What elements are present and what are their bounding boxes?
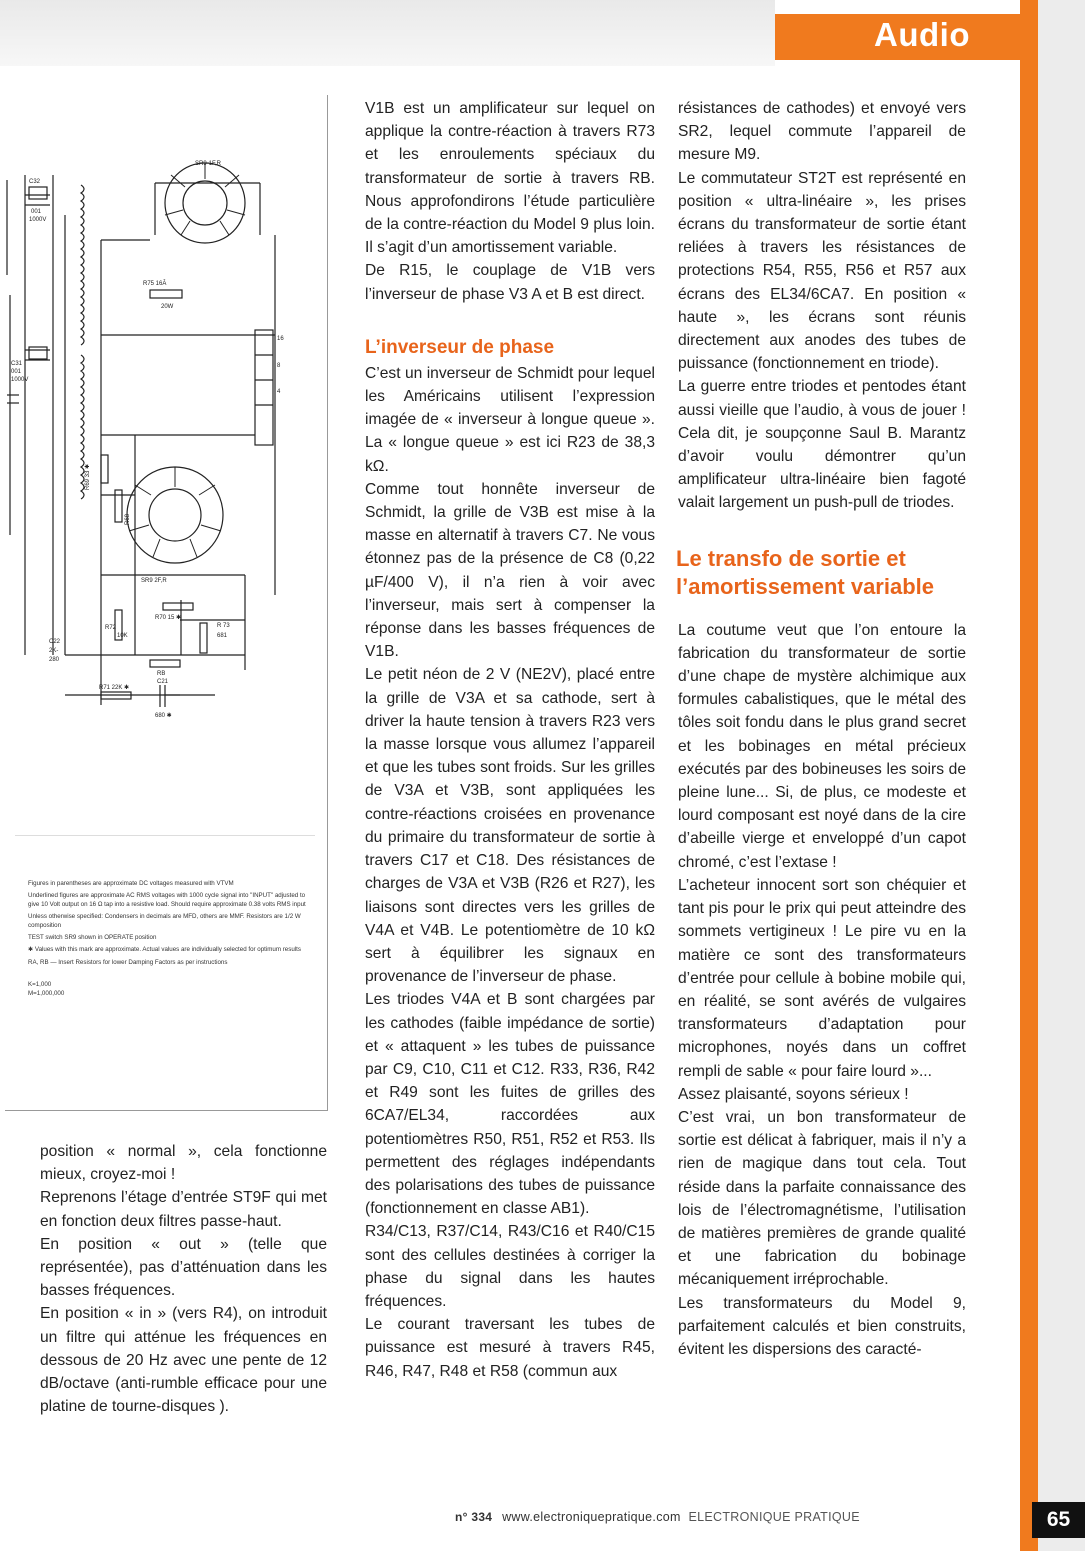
paragraph: En position « in » (vers R4), on introduit un filtre qui atténue les fréquences en dessous de 20 Hz avec une pente de 12 dB/octave (anti-rumble efficace pour une platine de tourne-disques ).	[40, 1305, 327, 1416]
paragraph: L’acheteur innocent sort son chéquier et tant pis pour le prix qui peut atteindre des sommets vertigineux ! Le pire vu en la matière ce sont des transformateurs d’entrée pour cellule à bobine mobile qui, en réalité, se sont avérés de vulgaires transformateurs d’adaptation pour microphones, noyés dans un coffret rempli de sable « pour faire lourd »...	[678, 876, 966, 1080]
note-test-switch: TEST switch SR9 shown in OPERATE position	[28, 934, 157, 942]
label-c22-value: 2K-	[49, 648, 59, 654]
paragraph: En position « out » (telle que représentée), pas d’atténuation dans les basses fréquences.	[40, 1235, 327, 1300]
paragraph: Le commutateur ST2T est représenté en position « ultra-linéaire », les prises écrans du transformateur de sortie étant reliées à travers les résistances de protections R54, R55, R56 et R57 aux écrans des EL34/6CA7. En position « haute », les écrans sont réunis directement aux anodes des tubes de puissance (fonctionnement en triode).	[678, 169, 966, 373]
note-components: Unless otherwise specified: Condensers in decimals are MFD, others are MMF. Resistors are 1/2 W composition	[28, 913, 301, 929]
label-c22-value2: 280	[49, 657, 60, 663]
paragraph: Reprenons l’étage d’entrée ST9F qui met en fonction deux filtres passe-haut.	[40, 1189, 327, 1230]
label-c32-value: 001	[31, 209, 42, 215]
page-footer	[455, 1510, 860, 1524]
label-c31-voltage: 1000V	[11, 377, 29, 383]
schematic-notes	[28, 880, 318, 1002]
label-r73-value: 681	[217, 633, 228, 639]
paragraph: La guerre entre triodes et pentodes étant aussi vieille que l’audio, à vous de jouer ! Cela dit, je soupçonne Saul B. Marantz d’avoir voulu démontrer qu’un amplificateur ultra-linéaire bien fagoté valait largement un push-pull de triodes.	[678, 378, 966, 512]
label-r68: R68	[125, 513, 131, 525]
side-margin	[1038, 0, 1085, 1551]
note-k: K=1,000	[28, 981, 52, 989]
column-1-text	[40, 1140, 327, 1418]
label-r69: R69 33 ✱	[85, 463, 91, 490]
label-tap-4: 4	[277, 389, 281, 395]
label-r72: R72	[105, 625, 117, 631]
section-heading-inverseur: L’inverseur de phase	[365, 336, 555, 358]
label-sr9-top: SR9-1F,R	[195, 161, 222, 167]
note-damping: RA, RB — Insert Resistors for lower Damping Factors as per instructions	[28, 958, 228, 966]
label-c21-value: 680 ✱	[155, 713, 172, 719]
label-c32: C32	[29, 179, 41, 185]
paragraph: La coutume veut que l’on entoure la fabrication du transformateur de sortie d’une chape de mystère alchimique aux formules cabalistiques, que le métal des tôles soit fondu dans le plus grand secret et les bobinages en métal précieux exécutés par des bobineuses les soirs de pleine lune... Si, de plus, ce modeste et lourd composant est noyé dans de la cire d’abeille vierge et enveloppé d’un capot chromé, c’est l’extase !	[678, 621, 966, 871]
issue-number: n° 334	[455, 1510, 493, 1524]
label-c21: C21	[157, 679, 169, 685]
section-title: Audio	[874, 16, 970, 53]
paragraph: Le courant traversant les tubes de puissance est mesuré à travers R45, R46, R47, R48 et R58 (commun aux	[365, 1316, 655, 1380]
label-c32-voltage: 1000V	[29, 217, 47, 223]
paragraph: R34/C13, R37/C14, R43/C16 et R40/C15 sont des cellules destinées à corriger la phase du signal dans les hautes fréquences.	[365, 1223, 655, 1310]
paragraph: Les transformateurs du Model 9, parfaitement calculés et bien construits, évitent les dispersions des caracté-	[678, 1294, 966, 1358]
heading-line-2: l’amortissement variable	[676, 573, 935, 599]
paragraph: Comme tout honnête inverseur de Schmidt, la grille de V3B est mise à la masse en alternatif à travers C7. Ne vous étonnez pas de la présence de C8 (0,22 µF/400 V), il n’a rien à voir avec l’inverseur, mais sert à compenser la réponse dans les basses fréquences de V1B.	[365, 480, 655, 661]
paragraph: Assez plaisanté, soyons sérieux !	[678, 1085, 909, 1103]
label-c31-value: 001	[11, 369, 22, 375]
label-c22: C22	[49, 639, 61, 645]
label-r70: R70 15 ✱	[155, 615, 182, 621]
paragraph: C’est vrai, un bon transformateur de sortie est délicat à fabriquer, mais il n’y a rien de magique dans tout cela. Tout réside dans la parfaite connaissance des lois de l’électromagnétisme, l’utilisation de matières premières de grande qualité et une fabrication du bobinage mécaniquement irréprochable.	[678, 1108, 966, 1289]
note-approx-values: ✱ Values with this mark are approximate. Actual values are individually selected for optimum results	[28, 946, 301, 954]
note-ac-voltages: Underlined figures are approximate AC RMS voltages with 1000 cycle signal into "INPUT" adjusted to give 10 Volt output on 16 Ω tap into a resistive load. Should require approximate 0.38 volts RMS input	[28, 892, 306, 908]
note-dc-voltages: Figures in parentheses are approximate DC voltages measured with VTVM	[28, 880, 234, 887]
label-tap-16: 16	[277, 336, 284, 342]
paragraph: C’est un inverseur de Schmidt pour lequel les Américains utilisent l’expression imagée de « inverseur à longue queue ». La « longue queue » est ici R23 de 38,3 kΩ.	[365, 364, 655, 475]
label-c31: C31	[11, 361, 23, 367]
label-r71: R71 22K ✱	[99, 685, 130, 691]
heading-line-1: Le transfo de sortie et	[676, 545, 906, 571]
label-rb: RB	[157, 671, 166, 677]
website-link[interactable]: www.electroniquepratique.com	[502, 1510, 681, 1524]
section-tab	[775, 14, 1020, 60]
label-tap-8: 8	[277, 363, 281, 369]
magazine-name: ELECTRONIQUE PRATIQUE	[688, 1510, 860, 1524]
label-r75: R75 16Ā	[143, 281, 167, 287]
top-band	[0, 0, 775, 66]
section-heading-transfo	[676, 545, 966, 601]
label-sr9-bottom: SR9 2F,R	[141, 578, 167, 584]
column-3-text	[678, 97, 966, 1361]
column-2-text	[365, 97, 655, 1383]
paragraph: résistances de cathodes) et envoyé vers SR2, lequel commute l’appareil de mesure M9.	[678, 100, 966, 164]
page-number: 65	[1032, 1502, 1085, 1538]
paragraph: position « normal », cela fonctionne mieux, croyez-moi !	[40, 1143, 327, 1184]
label-r72-value: 10K	[117, 633, 128, 639]
paragraph: Les triodes V4A et B sont chargées par les cathodes (faible impédance de sortie) et « attaquent » les tubes de puissance par C9, C10, C11 et C12. R33, R36, R42 et R49 sont les fuites de grilles des 6CA7/EL34, raccordées aux potentiomètres R50, R51, R52 et R53. Ils permettent des réglages indépendants des polarisations des tubes de puissance (fonctionnement en classe AB1).	[365, 991, 655, 1218]
label-r73: R 73	[217, 623, 230, 629]
paragraph: De R15, le couplage de V1B vers l’inverseur de phase V3 A et B est direct.	[365, 262, 655, 303]
label-r75-watts: 20W	[161, 304, 174, 310]
side-accent-stripe	[1020, 0, 1038, 1551]
note-m: M=1,000,000	[28, 989, 65, 997]
paragraph: V1B est un amplificateur sur lequel on applique la contre-réaction à travers R73 et les enroulements spéciaux du transformateur de sortie à travers RB. Nous approfondirons l’étude particulière de la contre-réaction du Model 9 plus loin. Il s’agit d’un amortissement variable.	[365, 100, 655, 257]
paragraph: Le petit néon de 2 V (NE2V), placé entre la grille de V3A et sa cathode, sert à driver la haute tension à travers R23 vers la masse lorsque vous allumez l’appareil et que les tubes sont froids. Sur les grilles de V3A et V3B, sont appliquées les contre-réactions croisées en provenance du primaire du transformateur de sortie à travers C17 et C18. Des résistances de charges de V3A et V3B (R26 et R27), les liaisons sont directes vers les grilles de V4A et V4B. Le potentiomètre de 10 kΩ sert à équilibrer les signaux en provenance de l’inverseur de phase.	[365, 666, 655, 986]
schematic-diagram	[5, 95, 327, 815]
